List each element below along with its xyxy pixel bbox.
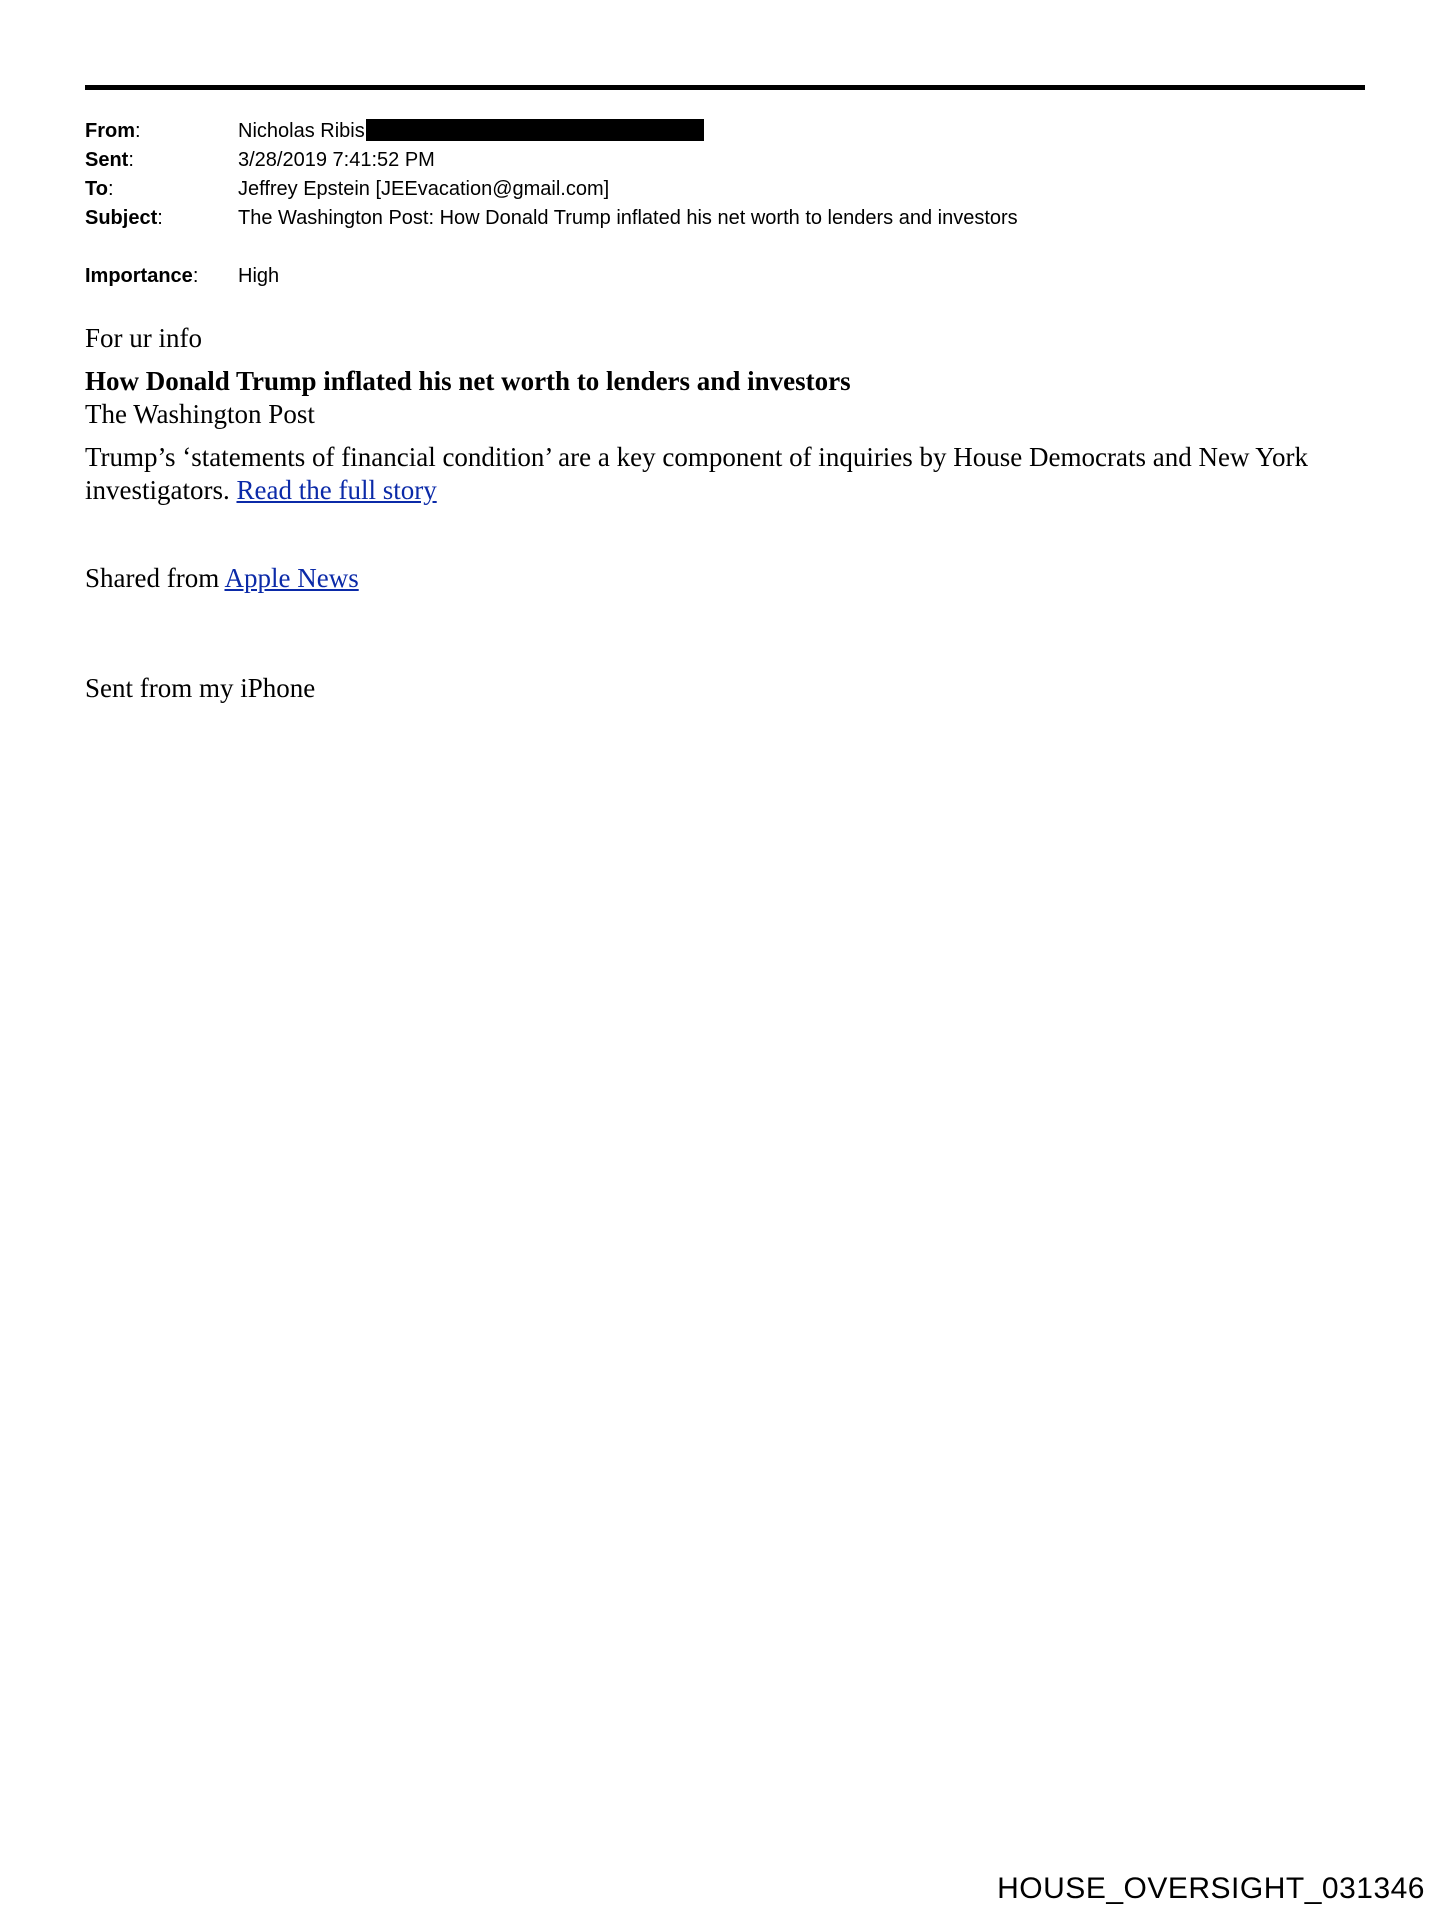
from-value: Nicholas Ribis <box>238 120 365 142</box>
sent-value: 3/28/2019 7:41:52 PM <box>238 149 435 171</box>
importance-value: High <box>238 265 280 287</box>
to-row: To: Jeffrey Epstein [JEEvacation@gmail.com] <box>85 175 1018 204</box>
shared-prefix: Shared from <box>85 563 220 593</box>
sent-label: Sent <box>85 149 129 171</box>
read-full-story-link[interactable]: Read the full story <box>236 475 437 505</box>
apple-news-link[interactable]: Apple News <box>224 563 359 593</box>
sent-row: Sent: 3/28/2019 7:41:52 PM <box>85 146 1018 175</box>
from-label: From <box>85 120 135 142</box>
from-row: From: Nicholas Ribis <box>85 117 1018 146</box>
email-body <box>85 322 1375 705</box>
shared-from-line <box>85 562 1375 595</box>
email-header <box>85 117 1018 291</box>
redaction-box <box>366 119 704 141</box>
article-source: The Washington Post <box>85 399 315 429</box>
article-summary <box>85 441 1375 507</box>
article-headline: How Donald Trump inflated his net worth to lenders and investors <box>85 366 851 396</box>
subject-label: Subject <box>85 207 158 229</box>
subject-value: The Washington Post: How Donald Trump inflated his net worth to lenders and investors <box>238 207 1018 229</box>
to-value: Jeffrey Epstein [JEEvacation@gmail.com] <box>238 178 610 200</box>
greeting: For ur info <box>85 323 202 353</box>
importance-label: Importance <box>85 265 193 287</box>
importance-row: Importance: High <box>85 262 1018 291</box>
email-signature: Sent from my iPhone <box>85 673 316 703</box>
subject-row: Subject: The Washington Post: How Donald Trump inflated his net worth to lenders and investors <box>85 204 1018 233</box>
to-label: To <box>85 178 108 200</box>
bates-number: HOUSE_OVERSIGHT_031346 <box>997 1872 1425 1905</box>
summary-text: Trump’s ‘statements of financial condition’ are a key component of inquiries by House Democrats and New York investigators. <box>85 442 1308 505</box>
top-rule <box>85 85 1365 90</box>
